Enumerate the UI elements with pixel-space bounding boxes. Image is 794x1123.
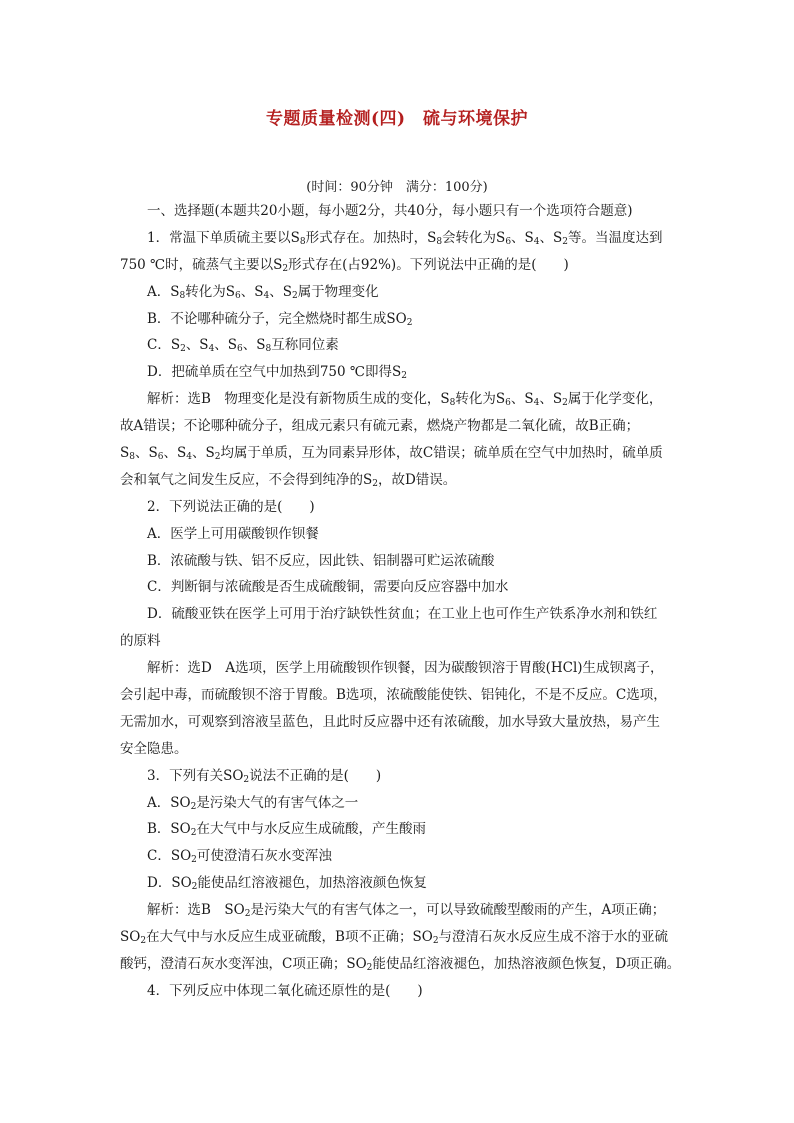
text-line: 4．下列反应中体现二氧化硫还原性的是( ) [147,982,423,999]
text-line: 一、选择题(本题共20小题，每小题2分，共40分，每小题只有一个选项符合题意) [147,203,633,219]
text-line: B．不论哪种硫分子，完全燃烧时都生成$SO_2$ [147,310,413,328]
text-line: A．医学上可用碳酸钡作钡餐 [147,525,319,542]
text-line: C．$SO_2$可使澄清石灰水变浑浊 [147,848,332,866]
page-title: 专题质量检测(四) 硫与环境保护 [265,109,529,129]
text-line: 无需加水，可观察到溶液呈蓝色，且此时反应器中还有浓硫酸，加水导致大量放热，易产生 [120,713,660,730]
text-line: 安全隐患。 [120,740,188,757]
text-line: $SO_2$在大气中与水反应生成亚硫酸，B项不正确；$SO_2$与澄清石灰水反应生成不溶于水的亚硫 [120,929,669,947]
text-line: D．把硫单质在空气中加热到750 ℃即得$S_2$ [147,364,407,382]
text-line: D．$SO_2$能使品红溶液褪色，加热溶液颜色恢复 [147,875,427,893]
text-line: 会和氧气之间发生反应，不会得到纯净的$S_2$，故D错误。 [120,471,457,489]
text-line: 解析：选D A选项，医学上用硫酸钡作钡餐，因为碳酸钡溶于胃酸(HCl)生成钡离子， [147,660,664,677]
text-line: $S_8$、$S_6$、$S_4$、$S_2$均属于单质，互为同素异形体，故C错误；硫单质在空气中加热时，硫单质 [120,445,663,463]
text-line: 解析：选B $SO_2$是污染大气的有害气体之一，可以导致硫酸型酸雨的产生，A项正确； [147,902,666,920]
text-line: 750 ℃时，硫蒸气主要以$S_2$形式存在(占92%)。下列说法中正确的是( ) [120,256,569,274]
text-line: A．$SO_2$是污染大气的有害气体之一 [147,794,359,812]
text-line: 2．下列说法正确的是( ) [147,498,315,515]
text-line: 3．下列有关$SO_2$说法不正确的是( ) [147,767,382,785]
text-line: 解析：选B 物理变化是没有新物质生成的变化，$S_8$转化为$S_6$、$S_4$、$S_2$属于化学变化， [147,391,663,409]
text-line: C．判断铜与浓硫酸是否生成硫酸铜，需要向反应容器中加水 [147,579,509,596]
text-line: 的原料 [120,633,161,650]
text-line: 故A错误；不论哪种硫分子，组成元素只有硫元素，燃烧产物都是二氧化硫，故B正确； [120,418,640,435]
exam-info: (时间：90分钟 满分：100分) [306,180,488,195]
text-line: 会引起中毒，而硫酸钡不溶于胃酸。B选项，浓硫酸能使铁、铝钝化，不是不反应。C选项， [120,687,667,704]
text-line: C．$S_2$、$S_4$、$S_6$、$S_8$互称同位素 [147,337,339,355]
text-line: B．浓硫酸与铁、铝不反应，因此铁、铝制器可贮运浓硫酸 [147,552,495,569]
text-line: A．$S_8$转化为$S_6$、$S_4$、$S_2$属于物理变化 [147,283,379,301]
text-line: 酸钙，澄清石灰水变浑浊，C项正确；$SO_2$能使品红溶液褪色，加热溶液颜色恢复，D项正确。 [120,955,681,973]
text-line: 1．常温下单质硫主要以$S_8$形式存在。加热时，$S_8$会转化为$S_6$、$S_4$、$S_2$等。当温度达到 [147,229,663,247]
text-line: B．$SO_2$在大气中与水反应生成硫酸，产生酸雨 [147,821,426,839]
question-body [120,198,686,1005]
text-line: D．硫酸亚铁在医学上可用于治疗缺铁性贫血；在工业上也可作生产铁系净水剂和铁红 [147,606,658,623]
